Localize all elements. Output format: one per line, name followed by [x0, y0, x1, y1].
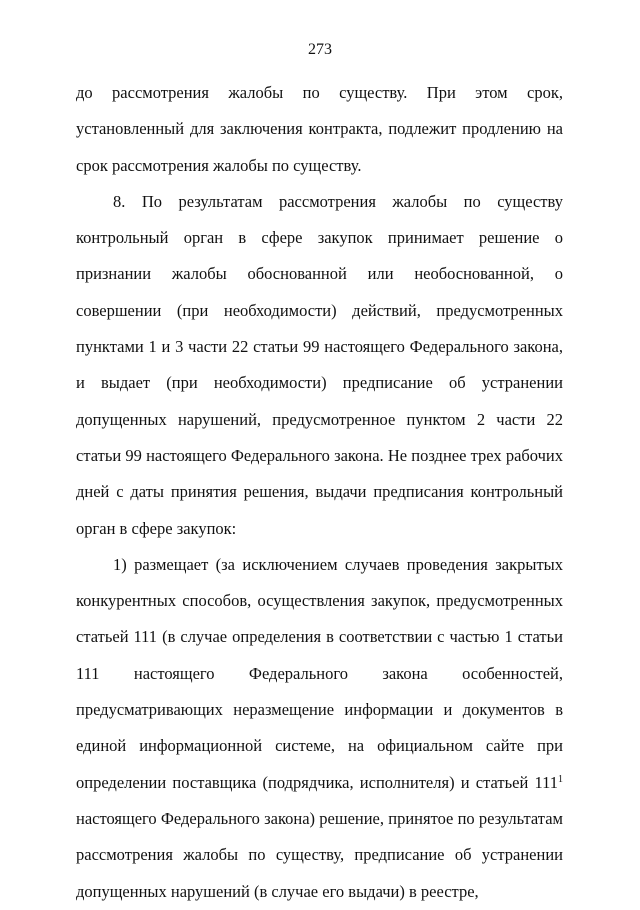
page-body [76, 75, 563, 910]
article-superscript: 1 [558, 773, 563, 785]
page-number: 273 [308, 41, 332, 58]
subitem-text-end: настоящего Федерального закона) решение, принятое по результатам рассмотрения жалобы по существу, предписание об устранении допущенных нарушений (в случае его выдачи) в реестре, [76, 808, 563, 901]
subitem-text-start: 1) размещает (за исключением случаев проведения закрытых конкурентных способов, осуществления закупок, предусмотренных статьей 111 (в случае определения в соответствии с частью 1 статьи 111 настоящего Федерального закона особенностей, предусматривающих неразмещение информации и документов в единой информационной системе, на официальном сайте при определении поставщика (подрядчика, исполнителя) и статьей 111 [76, 554, 563, 792]
paragraph-item-8: 8. По результатам рассмотрения жалобы по существу контрольный орган в сфере закупок принимает решение о признании жалобы обоснованной или необоснованной, о совершении (при необходимости) действий, предусмотренных пунктами 1 и 3 части 22 статьи 99 настоящего Федерального закона, и выдает (при необходимости) предписание об устранении допущенных нарушений, предусмотренное пунктом 2 части 22 статьи 99 настоящего Федерального закона. Не позднее трех рабочих дней с даты принятия решения, выдачи предписания контрольный орган в сфере закупок: [76, 191, 563, 538]
paragraph-subitem-1 [76, 547, 563, 910]
paragraph-continuation: до рассмотрения жалобы по существу. При этом срок, установленный для заключения контракта, подлежит продлению на срок рассмотрения жалобы по существу. [76, 83, 563, 175]
